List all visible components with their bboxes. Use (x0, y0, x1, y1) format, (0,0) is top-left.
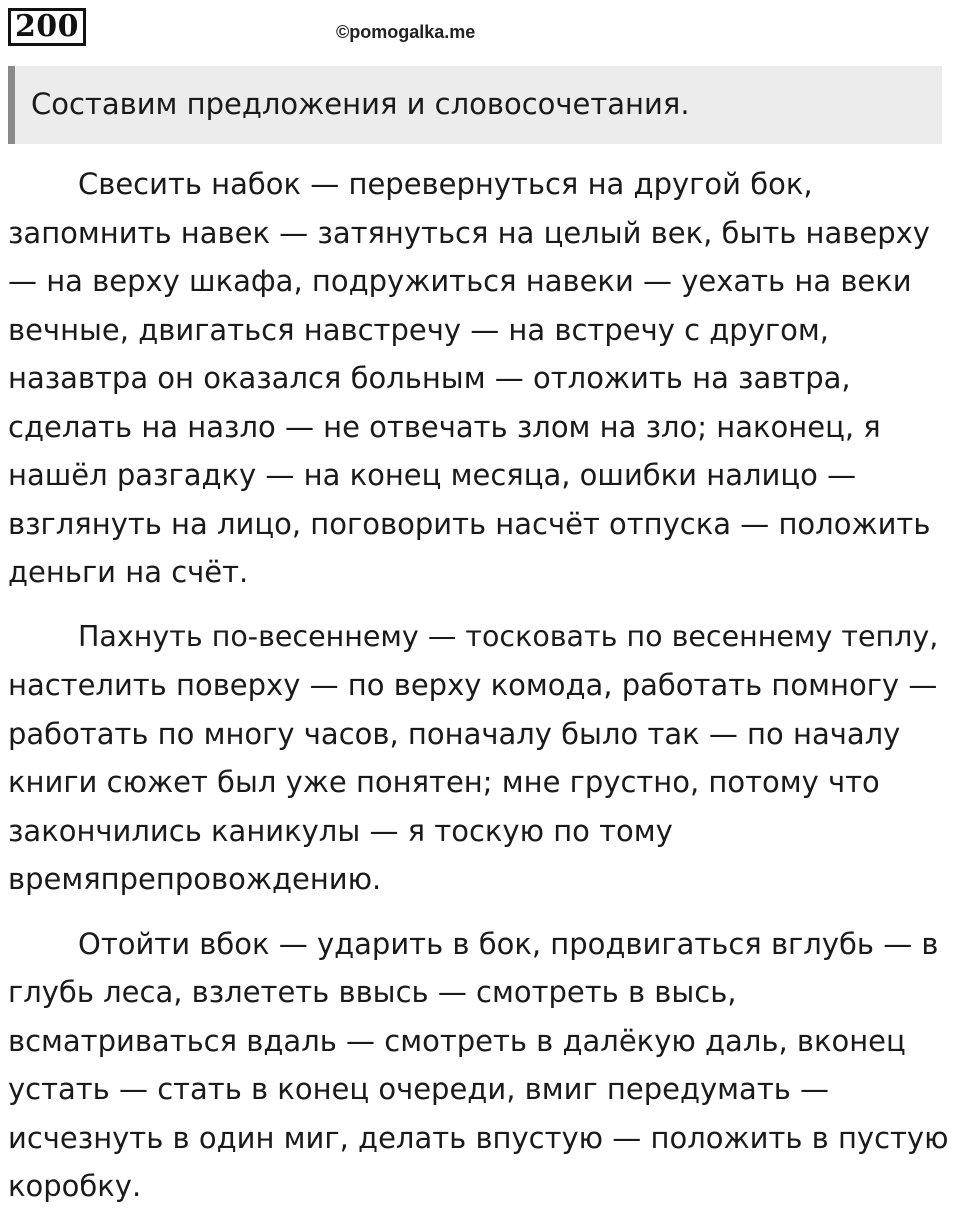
answer-paragraph-3 (8, 920, 948, 1211)
text-line: деньги на счёт. (8, 555, 249, 589)
text-line: книги сюжет был уже понятен; мне грустно, потому что (8, 765, 880, 799)
text-line: вечные, двигаться навстречу — на встречу с другом, (8, 312, 829, 347)
answer-paragraph-1 (8, 160, 948, 597)
text-line: времяпрепровождению. (8, 862, 382, 896)
text-line: Свесить набок — перевернуться на другой бок, (78, 167, 813, 201)
text-line: закончились каникулы — я тоскую по тому (8, 813, 673, 848)
text-line: Отойти вбок — ударить в бок, продвигаться вглубь — в (78, 926, 939, 961)
text-line: всматриваться вдаль — смотреть в далёкую даль, вконец (8, 1023, 906, 1058)
text-line: Пахнуть по-весеннему — тосковать по весеннему теплу, (78, 619, 939, 653)
instruction-text: Составим предложения и словосочетания. (31, 87, 690, 121)
instruction-callout (8, 66, 942, 144)
answer-paragraph-2 (8, 613, 948, 904)
text-line: назавтра он оказался больным — отложить на завтра, (8, 361, 851, 395)
answer-body (8, 160, 948, 1227)
text-line: нашёл разгадку — на конец месяца, ошибки налицо — (8, 458, 857, 492)
text-line: сделать на назло — не отвечать злом на зло; наконец, я (8, 409, 881, 444)
text-line: настелить поверху — по верху комода, работать помногу — (8, 668, 938, 702)
task-number-badge: 200 (8, 8, 86, 46)
text-line: устать — стать в конец очереди, вмиг передумать — (8, 1072, 830, 1106)
text-line: — на верху шкафа, подружиться навеки — уехать на веки (8, 264, 912, 298)
text-line: запомнить навек — затянуться на целый век, быть наверху (8, 215, 930, 250)
text-line: исчезнуть в один миг, делать впустую — положить в пустую (8, 1120, 949, 1155)
page-header (0, 0, 960, 60)
text-line: взглянуть на лицо, поговорить насчёт отпуска — положить (8, 506, 931, 541)
watermark-text: ©pomogalka.me (336, 22, 476, 42)
text-line: коробку. (8, 1169, 142, 1203)
text-line: глубь леса, взлететь ввысь — смотреть в высь, (8, 975, 737, 1009)
text-line: работать по многу часов, поначалу было так — по началу (8, 716, 901, 751)
